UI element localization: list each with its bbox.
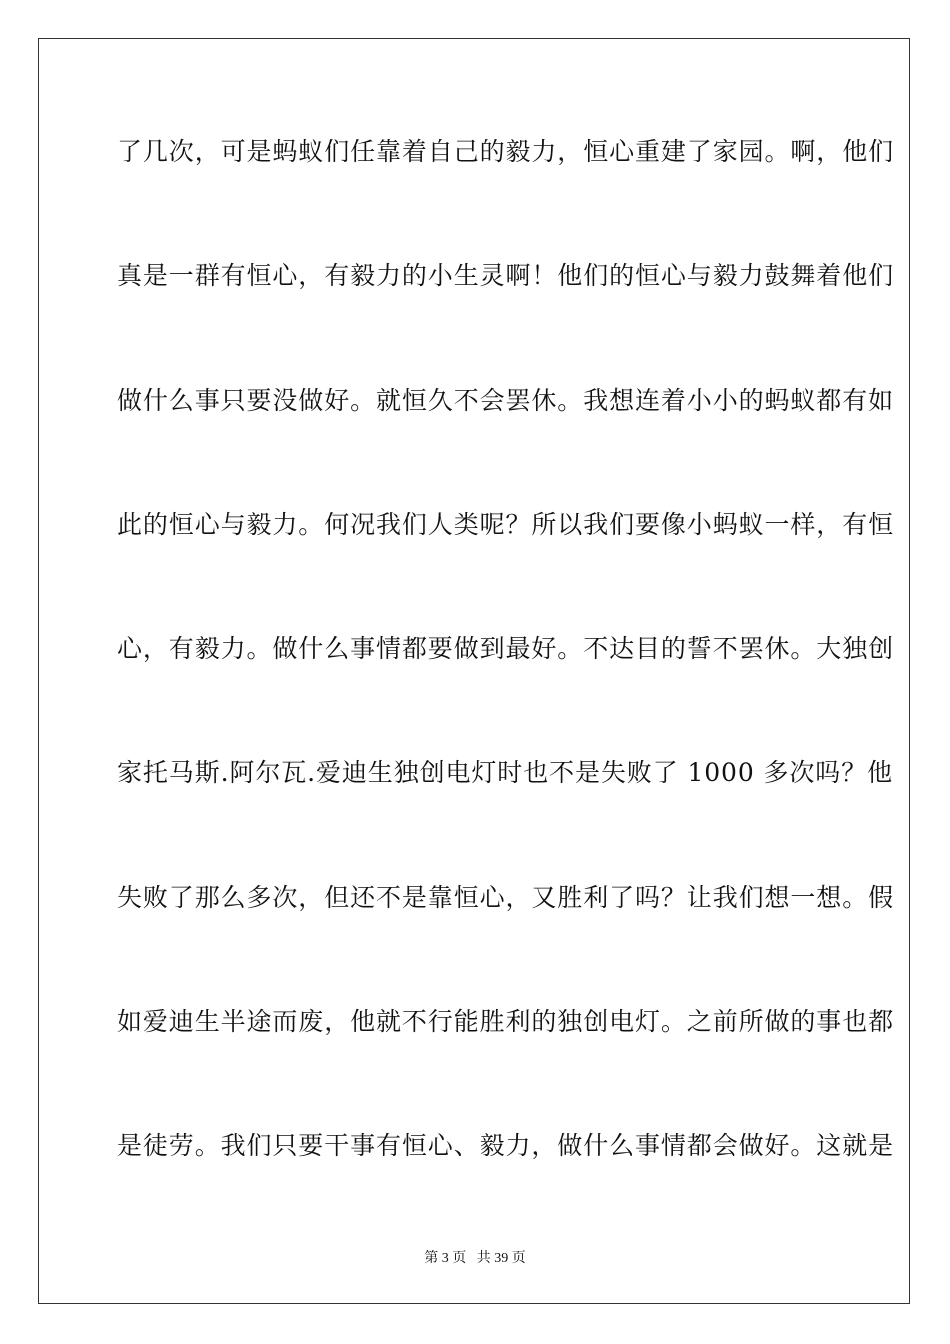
text-line: 如爱迪生半途而废，他就不行能胜利的独创电灯。之前所做的事也都 [117, 1007, 895, 1037]
text-line: 是徒劳。我们只要干事有恒心、毅力，做什么事情都会做好。这就是 [117, 1131, 895, 1161]
text-line: 了几次，可是蚂蚁们任靠着自己的毅力，恒心重建了家园。啊，他们 [117, 137, 895, 166]
document-body [117, 128, 895, 1247]
page-number: 第 3 页 [424, 1251, 467, 1266]
text-line: 失败了那么多次，但还不是靠恒心，又胜利了吗？让我们想一想。假 [117, 882, 895, 912]
text-line: 真是一群有恒心，有毅力的小生灵啊！他们的恒心与毅力鼓舞着他们 [117, 261, 895, 291]
text-line: 家托马斯.阿尔瓦.爱迪生独创电灯时也不是失败了 1000 多次吗？他 [117, 758, 894, 788]
text-line: 心，有毅力。做什么事情都要做到最好。不达目的誓不罢休。大独创 [117, 634, 895, 664]
text-line: 此的恒心与毅力。何况我们人类呢？所以我们要像小蚂蚁一样，有恒 [117, 509, 895, 539]
text-line: 做什么事只要没做好。就恒久不会罢休。我想连着小小的蚂蚁都有如 [117, 385, 895, 415]
page-footer [0, 1247, 950, 1267]
total-pages: 共 39 页 [476, 1251, 526, 1266]
